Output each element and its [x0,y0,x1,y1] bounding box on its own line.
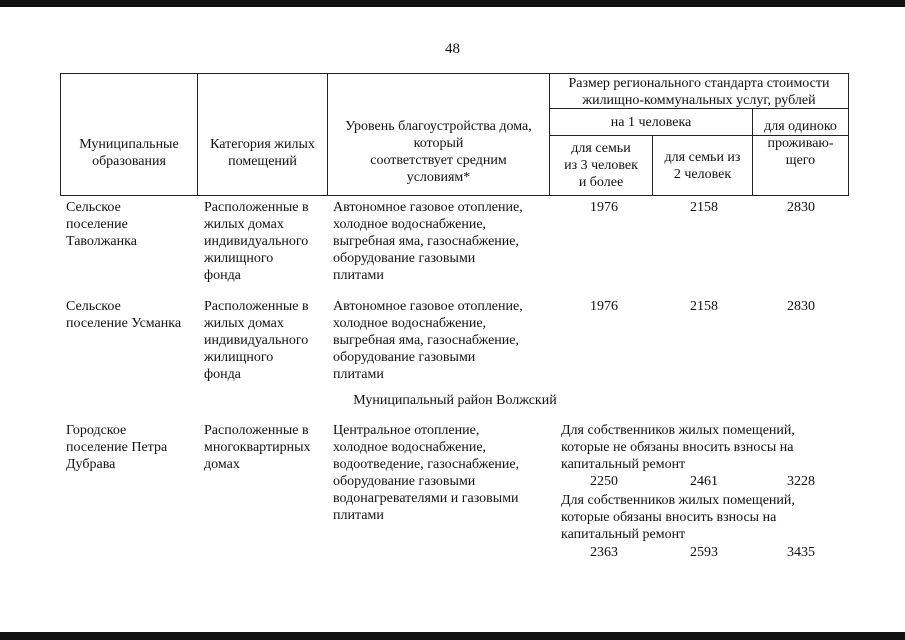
header-municipality: Муниципальные образования [79,137,179,169]
row3-group1-family2: 2461 [690,474,718,489]
page-number: 48 [445,41,460,57]
header-level: Уровень благоустройства дома, который соответствует средним условиям* [345,119,532,185]
row1-value-single: 2830 [787,200,815,215]
row2-municipality: Сельское поселение Усманка [66,299,182,331]
row2-level: Автономное газовое отопление, холодное водоснабжение, выгребная яма, газоснабжение, оборудование газовыми плитами [333,299,523,382]
row1-category: Расположенные в жилых домах индивидуального жилищного фонда [204,200,309,283]
row2-value-single: 2830 [787,299,815,314]
top-border-bar [0,0,905,7]
header-single: для одиноко проживаю- щего [764,119,837,168]
row1-value-family2: 2158 [690,200,718,215]
header-family2: для семьи из 2 человек [664,150,741,182]
row3-group2-single: 3435 [787,545,815,560]
row2-category: Расположенные в жилых домах индивидуального жилищного фонда [204,299,309,382]
row3-group2-family3: 2363 [590,545,618,560]
row2-value-family3: 1976 [590,299,618,314]
row3-group2-label: Для собственников жилых помещений, которые обязаны вносить взносы на капитальный ремонт [561,493,795,542]
header-per-person: на 1 человека [610,115,692,130]
header-family3: для семьи из 3 человек и более [564,141,638,190]
row3-group2-family2: 2593 [690,545,718,560]
header-category: Категория жилых помещений [210,137,315,169]
row3-level: Центральное отопление, холодное водоснабжение, водоотведение, газоснабжение, оборудование газовыми водонагревателями и газовыми плитами [333,423,520,523]
row3-municipality: Городское поселение Петра Дубрава [66,423,168,472]
row3-group1-label: Для собственников жилых помещений, которые не обязаны вносить взносы на капитальный ремонт [561,423,795,472]
row3-group1-family3: 2250 [590,474,618,489]
row1-value-family3: 1976 [590,200,618,215]
bottom-border-bar [0,632,905,640]
section-title: Муниципальный район Волжский [353,393,557,408]
row3-category: Расположенные в многоквартирных домах [204,423,311,472]
row3-group1-single: 3228 [787,474,815,489]
row1-municipality: Сельское поселение Таволжанка [66,200,137,249]
row2-value-family2: 2158 [690,299,718,314]
row1-level: Автономное газовое отопление, холодное водоснабжение, выгребная яма, газоснабжение, оборудование газовыми плитами [333,200,523,283]
header-standard: Размер регионального стандарта стоимости жилищно-коммунальных услуг, рублей [568,76,830,108]
